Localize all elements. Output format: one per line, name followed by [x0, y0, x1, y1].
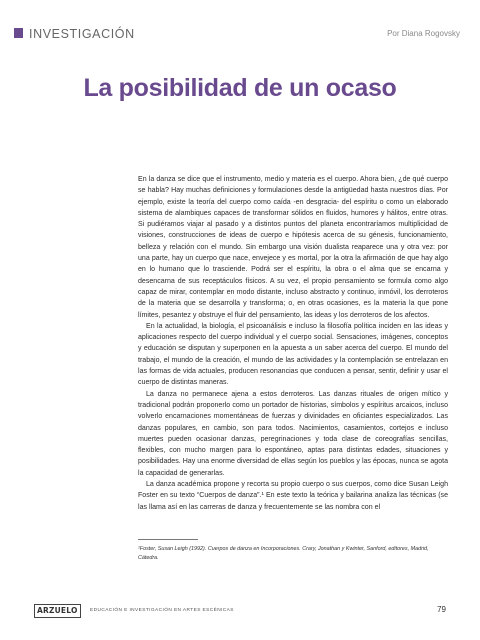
page-header: [14, 26, 460, 42]
paragraph: La danza no permanece ajena a estos derroteros. Las danzas rituales de origen mítico y tradicional podrán proponerlo como un portador de historias, símbolos y espíritus arcaicos, incluso volverlo encarnaciones momentáneas de fuerzas y divinidades en oficiantes especializados. Las danzas populares, en cambio, son para todos. Nacimientos, casamientos, cortejos e incluso muertes pueden ocasionar danzas, peregrinaciones y toda clase de coreografías sencillas, flexibles, con mucho margen para lo espontáneo, aptas para distintas edades, situaciones y posibilidades. Hay una enorme diversidad de ellas según los pueblos y las épocas, nunca se agota la capacidad de generarlas.: [138, 390, 448, 477]
author-byline: Por Diana Rogovsky: [387, 29, 460, 38]
article-title: La posibilidad de un ocaso: [83, 74, 397, 102]
publication-tagline: EDUCACIÓN E INVESTIGACIÓN EN ARTES ESCÉNICAS: [90, 608, 234, 613]
section-marker: [14, 28, 23, 38]
paragraph: En la danza se dice que el instrumento, medio y materia es el cuerpo. Ahora bien, ¿de qué cuerpo se habla? Hay muchas definiciones y formulaciones desde la antigüedad hasta nuestros días. Por ejemplo, existe la teoría del cuerpo como caída -en desgracia- del espíritu o como un elaborado sistema de alambiques capaces de transformar sólidos en fluidos, humores y hálitos, entre otras. Si pudiéramos viajar al pasado y a distintos puntos del planeta encontraríamos multiplicidad de visiones, construcciones de ideas de cuerpo e hipótesis acerca de su génesis, funcionamiento, belleza y relación con el mundo. Sin embargo una visión dualista reaparece una y otra vez: por una parte, hay un cuerpo que nace, envejece y es mortal, por la otra la afirmación de que hay algo en lo humano que lo trasciende. Podrá ser el espíritu, la obra o el alma que se encarna y desencarna de sus receptáculos físicos. A su vez, el propio pensamiento se formula como algo capaz de mirar, contemplar en modo distante, incluso abstracto y continuo, inmóvil, los derroteros de la materia que se desarrolla y transforma; o, en otras ocasiones, es la materia la que pone límites, pesantez y obstruye el fluir del pensamiento, las ideas y los derroteros de los afectos.: [138, 176, 448, 319]
page-number: 79: [437, 605, 446, 614]
paragraph: En la actualidad, la biología, el psicoanálisis e incluso la filosofía política inciden en las ideas y aplicaciones respecto del cuerpo individual y el cuerpo social. Sensaciones, imágenes, conceptos y educación se disputan y superponen en la apuesta a un saber acerca del cuerpo. El mundo del trabajo, el mundo de la creación, el mundo de las actividades y la contemplación se entrelazan en las formas de vida actuales, producen resonancias que conducen a pensar, sentir, definir y usar el cuerpo de distintas maneras.: [138, 322, 448, 387]
paragraph: La danza académica propone y recorta su propio cuerpo o sus cuerpos, como dice Susan Leigh Foster en su texto “Cuerpos de danza”.¹ En este texto la teórica y bailarina analiza las técnicas (se las llama así en las carreras de danza y frecuentemente se las nombra con el: [138, 481, 448, 511]
publication-logo: ARZUELO: [34, 604, 81, 618]
footnote: ¹Foster, Susan Leigh (1992). Cuerpos de danza en Incorporaciones. Crary, Jonathan y Kwinter, Sanford, editores, Madrid, Cátedra.: [138, 546, 429, 561]
footnote-divider: [138, 539, 198, 540]
article-body: [138, 174, 448, 513]
page-footer: [34, 604, 446, 618]
section-label: INVESTIGACIÓN: [29, 27, 135, 41]
